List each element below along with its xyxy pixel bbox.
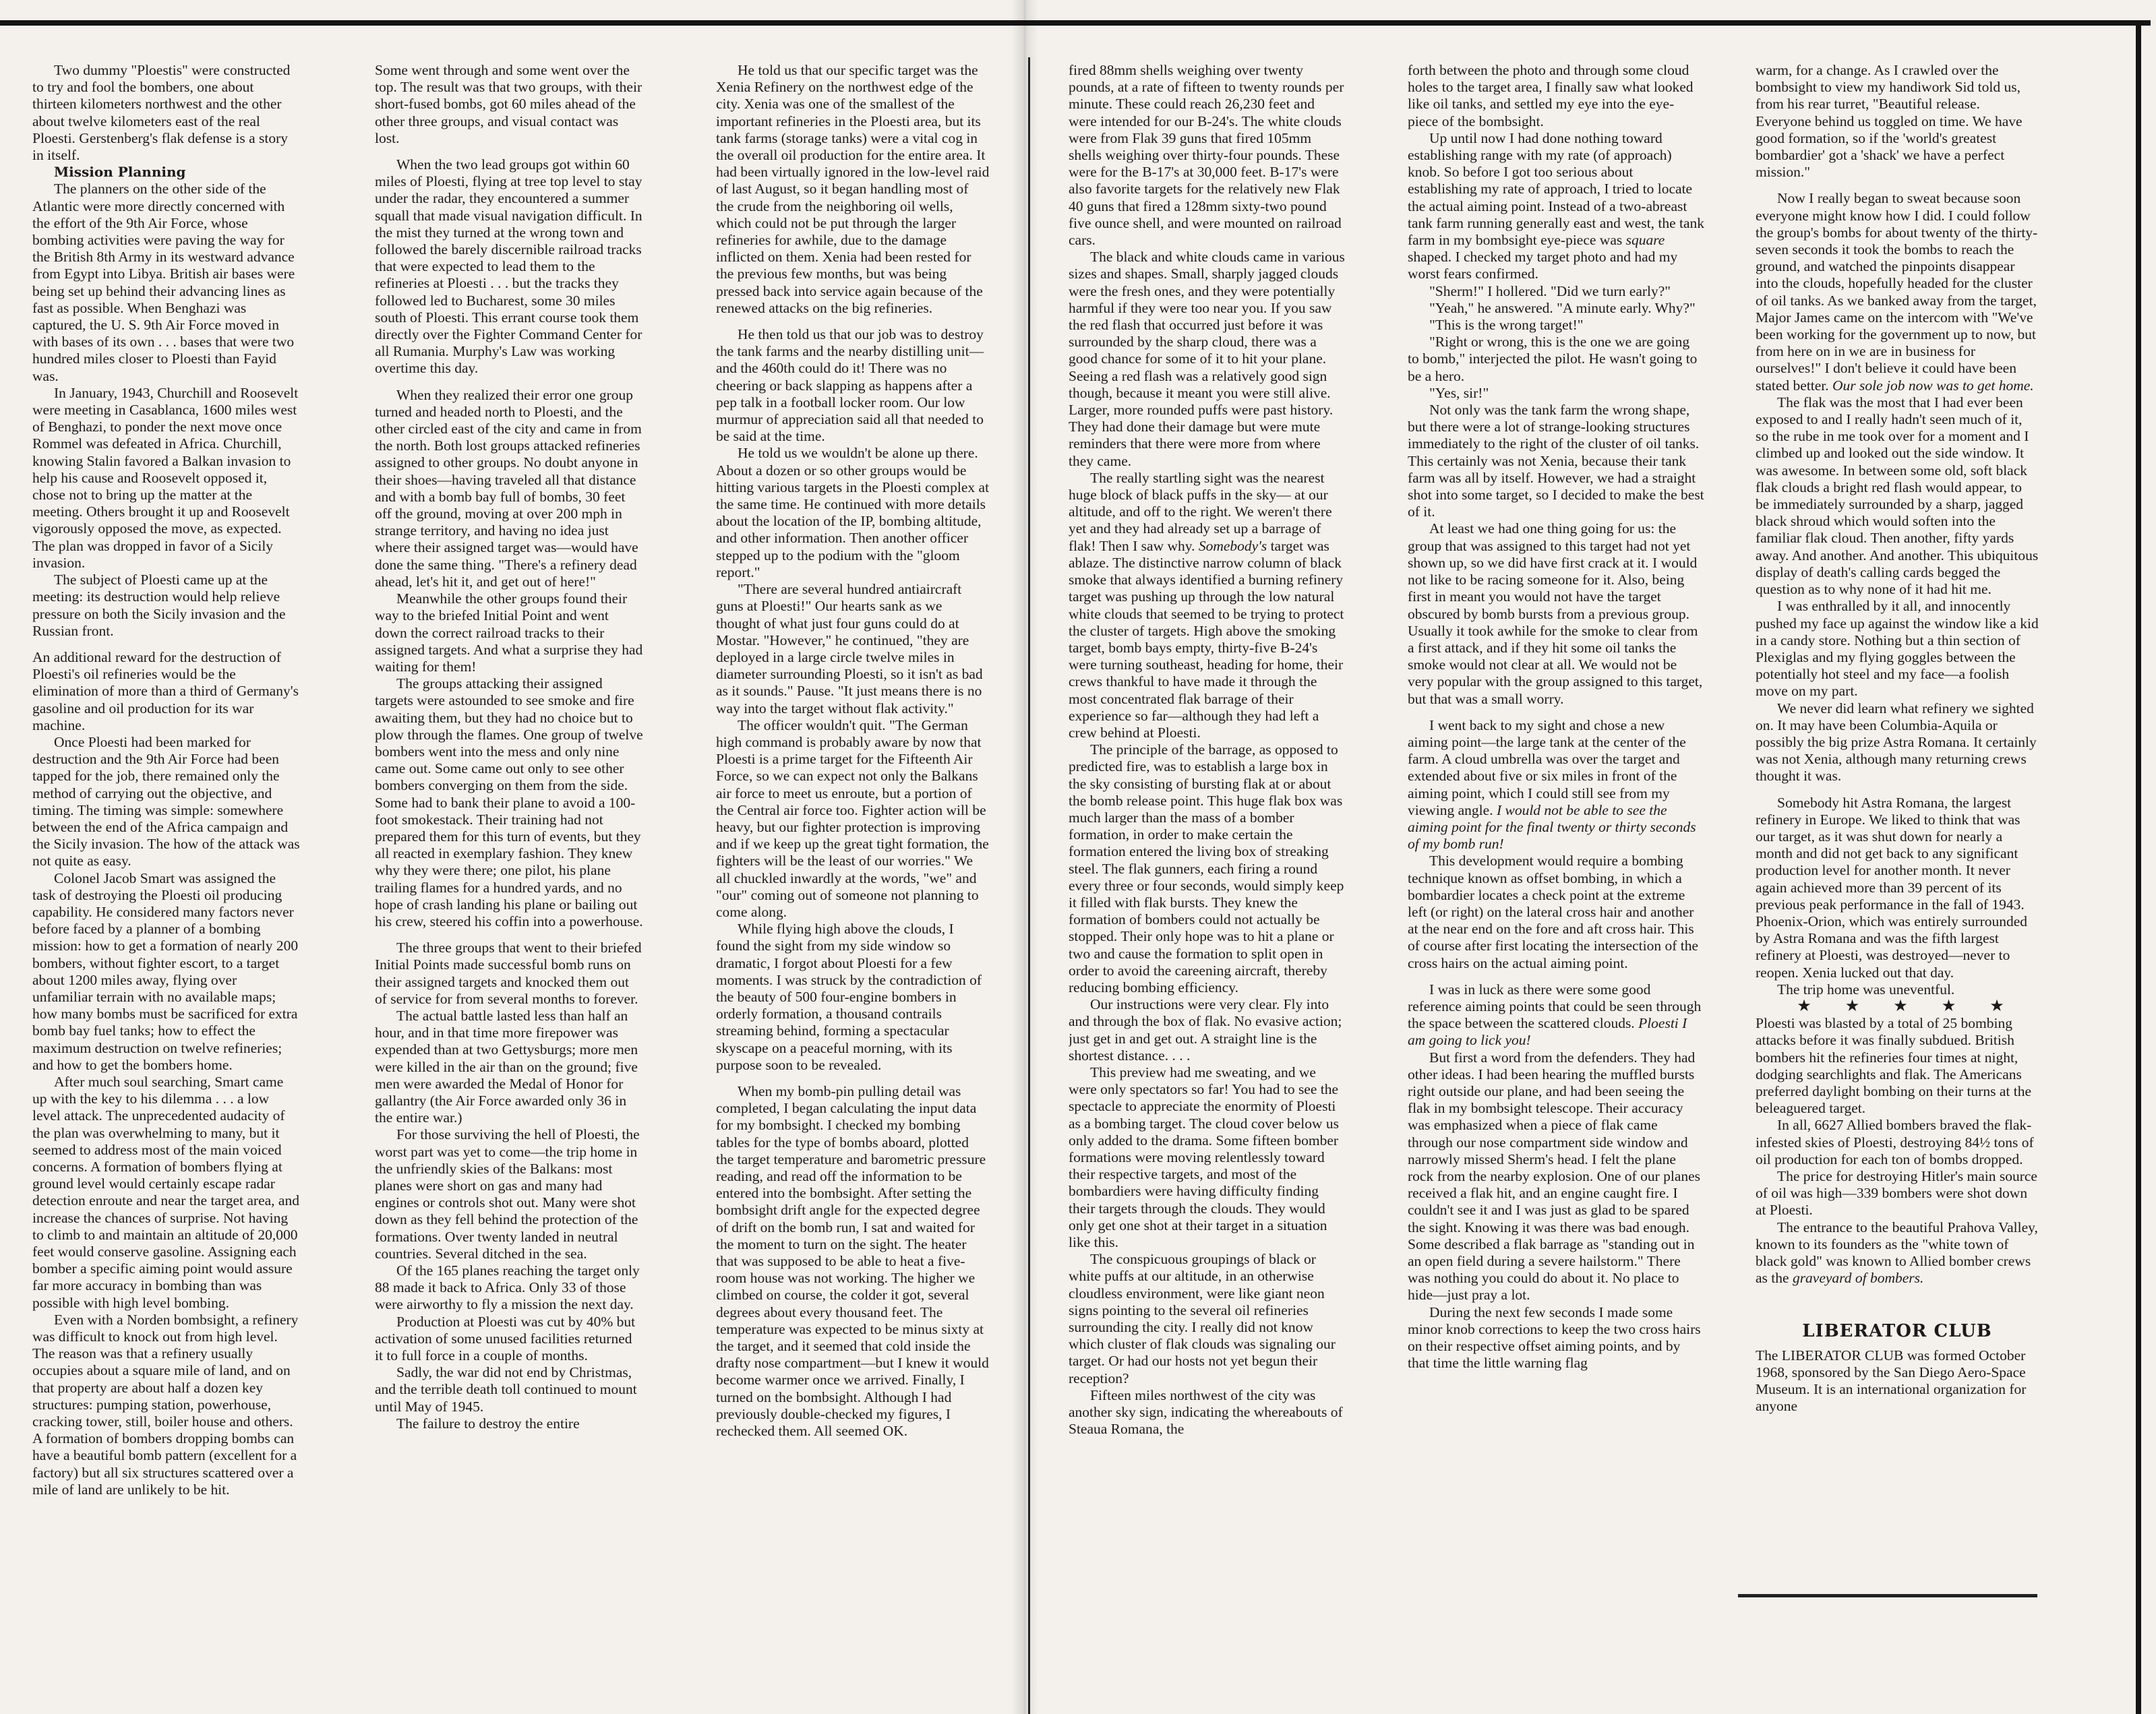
paragraph: I was enthralled by it all, and innocently pushed my face up against the window like a kid in a candy store. Nothing but a thin section of Plexiglas and my flying goggles between the potentially hot steel and my face—a foolish move on my part. xyxy=(1756,598,2039,700)
paragraph: fired 88mm shells weighing over twenty pounds, at a rate of fifteen to twenty rounds per minute. These could reach 26,230 feet and were intended for our B-24's. The white clouds were from Flak 39 guns that fired 105mm shells weighing over thirty-four pounds. These were for the B-17's at 30,000 feet. B-17's were also favorite targets for the relatively new Flak 40 guns that fired a 128mm sixty-two pound five ounce shell, and were mounted on railroad cars. xyxy=(1069,62,1344,249)
column-2 xyxy=(375,62,643,1714)
italic-text-run: I would not be able to see the aiming point for the final twenty or thirty seconds of my bomb run! xyxy=(1408,801,1696,853)
paragraph: The trip home was uneventful. xyxy=(1777,981,1955,998)
paragraph: The failure to destroy the entire xyxy=(396,1415,580,1432)
text-run: shaped. I checked my target photo and had my worst fears confirmed. xyxy=(1408,249,1678,282)
paragraph: The actual battle lasted less than half an hour, and in that time more firepower was expended than at two Gettysburgs; more men were killed in the air than on the ground; five men were awarded the Medal of Honor for gallantry (the Air Force awarded only 36 in the entire war.) xyxy=(375,1007,638,1126)
paragraph: "Yes, sir!" xyxy=(1429,384,1489,401)
column-4 xyxy=(1069,62,1345,1714)
paragraph: Of the 165 planes reaching the target only 88 made it back to Africa. Only 33 of those were airworthy to fly a mission the next day. xyxy=(375,1262,640,1313)
paragraph: This development would require a bombing technique known as offset bombing, in which a bombardier locates a check point at the extreme left (or right) on the lateral cross hair and another at the near end on the fore and aft cross hair. This of course after first locating the intersection of the cross hairs on the actual aiming point. xyxy=(1408,853,1699,971)
paragraph xyxy=(1408,717,1704,853)
paragraph: The flak was the most that I had ever been exposed to and I really hadn't seen much of it, so the rube in me took over for a moment and I climbed up and looked out the side window. It was awesome. In between some old, soft black flak clouds a bright red flash would appear, to be immediately surrounded by a sharp, jagged black shroud which would soften into the familiar flak cloud. Then another, fifty yards away. And another. And another. This ubiquitous display of death's calling cards begged the question as to why none of it had hit me. xyxy=(1756,394,2039,598)
liberator-club-heading: LIBERATOR CLUB xyxy=(1802,1321,1992,1342)
column-3 xyxy=(716,62,990,1714)
paragraph: This preview had me sweating, and we were only spectators so far! You had to see the spectacle to appreciate the enormity of Ploesti as a bombing target. The cloud cover below us only added to the drama. Some fifteen bomber formations were moving relentlessly toward their respective targets, and most of the bombardiers were having difficulty finding their targets through the clouds. They would only get one shot at their target in a situation like this. xyxy=(1069,1064,1340,1251)
star-divider: ★ ★ ★ ★ ★ xyxy=(1797,997,2019,1015)
paragraph: The principle of the barrage, as opposed to predicted fire, was to establish a large box in the sky consisting of bursting flak at or about the bomb release point. This huge flak box was much larger than the mass of a bomber formation, in order to make certain the formation entered the living box of streaking steel. The flak gunners, each firing a round every three or four seconds, would simply keep it filled with flak bursts. They knew the formation of bombers could not actually be stopped. Their only hope was to hit a plane or two and cause the formation to split open in order to avoid the careening aircraft, thereby reducing bombing efficiency. xyxy=(1069,741,1344,996)
paragraph: Not only was the tank farm the wrong shape, but there were a lot of strange-looking structures immediately to the right of the cluster of oil tanks. This certainly was not Xenia, because their tank farm was all by itself. However, we had a straight shot into some target, so I decided to make the best of it. xyxy=(1408,402,1704,520)
italic-text-run: graveyard of bombers. xyxy=(1792,1270,1924,1287)
paragraph: Once Ploesti had been marked for destruction and the 9th Air Force had been tapped for the job, there remained only the method of carrying out the objective, and timing. The timing was simple: somewhere between the end of the Africa campaign and the Sicily invasion. The how of the attack was not quite as easy. xyxy=(32,733,300,869)
italic-text-run: Somebody's xyxy=(1198,537,1267,554)
paragraph: The officer wouldn't quit. "The German high command is probably aware by now that Ploesti is a prime target for the Fifteenth Air Force, so we can expect not only the Balkans air force to meet us enroute, but a portion of the Central air force too. Fighter action will be heavy, but our fighter protection is improving and if we keep up the great tight formation, the fighters will be the least of our worries." We all chuckled inwardly at the words, "we" and "our" coming out of someone not planning to come along. xyxy=(716,716,989,920)
paragraph: Sadly, the war did not end by Christmas, and the terrible death toll continued to mount until May of 1945. xyxy=(375,1364,637,1415)
italic-text-run: square xyxy=(1625,232,1665,249)
paragraph xyxy=(1408,981,1704,1049)
paragraph: After much soul searching, Smart came up with the key to his dilemma . . . a low level attack. The unprecedented audacity of the plan was overwhelming to many, but it seemed to address most of the main voiced concerns. A formation of bombers flying at ground level would certainly escape radar detection enroute and near the target area, and increase the chances of surprise. Not having to climb to and maintain an altitude of 20,000 feet would conserve gasoline. Assigning each bomber a specific aiming point would assure far more accuracy in bombing than was possible with high level bombing. xyxy=(32,1073,299,1311)
paragraph: The LIBERATOR CLUB was formed October 1968, sponsored by the San Diego Aero-Space Museum. It is an international organization for anyone xyxy=(1756,1347,2027,1415)
text-run: I went back to my sight and chose a new aiming point—the large tank at the center of the farm. A cloud umbrella was over the target and extended about five or six miles in front of the aiming point, which I could still see from my viewing angle. xyxy=(1408,716,1686,818)
paragraph: The black and white clouds came in various sizes and shapes. Small, sharply jagged clouds were the fresh ones, and they were potentially harmful if they were too near you. If you saw the red flash that occurred just before it was surrounded by the sharp cloud, there was a good chance for some of it to hit your plane. Seeing a red flash was a relatively good sign though, because it meant you were still alive. Larger, more rounded puffs were past history. They had done their damage but were mute reminders that there were more from where they came. xyxy=(1069,249,1345,469)
paragraph: When the two lead groups got within 60 miles of Ploesti, flying at tree top level to stay under the radar, they encountered a summer squall that made visual navigation difficult. In the mist they turned at the wrong town and followed the barely discernible railroad tracks that were expected to lead them to the refineries at Ploesti . . . but the tracks they followed led to Bucharest, some 30 miles south of Ploesti. This errant course took them directly over the Fighter Command Center for all Rumania. Murphy's Law was working overtime this day. xyxy=(375,156,642,377)
paragraph: forth between the photo and through some cloud holes to the target area, I finally saw what looked like oil tanks, and settled my eye into the eye-piece of the bombsight. xyxy=(1408,62,1694,129)
paragraph: In all, 6627 Allied bombers braved the flak-infested skies of Ploesti, destroying 84½ tons of oil production for each ton of bombs dropped. xyxy=(1756,1117,2034,1167)
paragraph: We never did learn what refinery we sighted on. It may have been Columbia-Aquila or possibly the big prize Astra Romana. It certainly was not Xenia, although many returning crews thought it was. xyxy=(1756,700,2037,785)
text-run: The really startling sight was the nearest huge block of black puffs in the sky— at our altitude, and off to the right. We weren't there yet and they had already set up a barrage of flak! Then I saw why. xyxy=(1069,469,1332,554)
paragraph: Fifteen miles northwest of the city was another sky sign, indicating the whereabouts of Steaua Romana, the xyxy=(1069,1386,1343,1438)
paragraph: Our instructions were very clear. Fly into and through the box of flak. No evasive action; just get in and get out. A straight line is the shortest distance. . . . xyxy=(1069,996,1342,1064)
text-run: target was ablaze. The distinctive narrow column of black smoke that always identified a burning refinery target was pushing up through the low natural white clouds that seemed to be trying to protect the cluster of targets. High above the smoking target, bomb bays empty, thirty-five B-24's were turning southeast, heading for home, their crews thankful to have made it through the most concentrated flak barrage of their experience so far—although they had left a crew behind at Ploesti. xyxy=(1069,537,1344,741)
paragraph: Ploesti was blasted by a total of 25 bombing attacks before it was finally subdued. British bombers hit the refineries four times at night, dodging searchlights and flak. The Americans preferred daylight bombing on their turns at the beleaguered target. xyxy=(1756,1015,2031,1117)
text-run: I was in luck as there were some good reference aiming points that could be seen through the space between the scattered clouds. xyxy=(1408,981,1702,1032)
paragraph: The price for destroying Hitler's main source of oil was high—339 bombers were shot down at Ploesti. xyxy=(1756,1168,2037,1219)
column-divider xyxy=(1028,57,1030,1714)
italic-text-run: Ploesti I am going to lick you! xyxy=(1408,1015,1687,1049)
paragraph: For those surviving the hell of Ploesti, the worst part was yet to come—the trip home in the unfriendly skies of the Balkans: most planes were short on gas and many had engines or controls shot out. Many were shot down as they fell behind the protection of the formations. Over twenty landed in neutral countries. Several ditched in the sea. xyxy=(375,1126,640,1262)
paragraph: Two dummy "Ploestis" were constructed to try and fool the bombers, one about thirteen kilometers northwest and the other about twelve kilometers east of the real Ploesti. Gerstenberg's flak defense is a story in itself. xyxy=(32,62,291,164)
paragraph: He told us that our specific target was the Xenia Refinery on the northwest edge of the city. Xenia was one of the smallest of the important refineries in the Ploesti area, but its tank farms (storage tanks) were a vital cog in the overall oil production for the entire area. It had been virtually ignored in the low-level raid of last August, so it began handling most of the crude from the neighboring oil wells, which could not be put through the larger refineries for awhile, due to the damage inflicted on them. Xenia had been rested for the previous few months, but was being pressed back into service again because of the renewed attacks on the big refineries. xyxy=(716,62,990,316)
paragraph: "Yeah," he answered. "A minute early. Why?" xyxy=(1429,299,1696,316)
paragraph xyxy=(1069,470,1345,741)
paragraph: He told us we wouldn't be alone up there. About a dozen or so other groups would be hitting various targets in the Ploesti complex at the same time. He continued with more details about the location of the IP, bombing altitude, and other information. Then another officer stepped up to the podium with the "gloom report." xyxy=(716,445,990,580)
sidebar-border xyxy=(2136,20,2141,1714)
text-run: The entrance to the beautiful Prahova Valley, known to its founders as the "white town of black gold" was known to Allied bomber crews as the xyxy=(1756,1219,2038,1287)
text-run: Now I really began to sweat because soon everyone might know how I did. I could follow the group's bombs for about twenty of the thirty-seven seconds it took the bombs to reach the ground, and watched the pinpoints disappear into the clouds, hopefully headed for the cluster of oil tanks. As we banked away from the target, Major James came on the intercom with "We've been working for the government up to now, but from here on in we are in business for ourselves!" I don't believe it could have been stated better. xyxy=(1756,190,2038,394)
paragraph xyxy=(1756,1219,2039,1287)
italic-text-run: Our sole job now was to get home. xyxy=(1832,377,2034,394)
paragraph: "Sherm!" I hollered. "Did we turn early?" xyxy=(1429,282,1671,299)
paragraph: At least we had one thing going for us: the group that was assigned to this target had not yet shown up, so we did have first crack at it. I would not like to be racing someone for it. Also, being first in meant you would not have the target obscured by bomb bursts from a previous group. Usually it took awhile for the smoke to clear from a first attack, and if they hit some oil tanks the smoke would not clear at all. We would not be very popular with the group assigned to this target, but that was a small worry. xyxy=(1408,520,1703,707)
paragraph: Some went through and some went over the top. The result was that two groups, with their short-fused bombs, got 60 miles ahead of the other three groups, and visual contact was lost. xyxy=(375,62,642,146)
paragraph: He then told us that our job was to destroy the tank farms and the nearby distilling unit—and the 460th could do it! There was no cheering or back slapping as happens after a pep talk in a football locker room. Our low murmur of appreciation said all that needed to be said at the time. xyxy=(716,326,984,445)
paragraph: Somebody hit Astra Romana, the largest refinery in Europe. We liked to think that was our target, as it was shut down for nearly a month and did not get back to any significant production level for another month. It never again achieved more than 39 percent of its previous peak performance in the fall of 1943. Phoenix-Orion, which was entirely surrounded by Astra Romana and was the fifth largest refinery at Ploesti, was destroyed—never to reopen. Xenia lucked out that day. xyxy=(1756,794,2028,981)
paragraph: Production at Ploesti was cut by 40% but activation of some unused facilities returned it to full force in a couple of months. xyxy=(375,1313,636,1364)
top-rule xyxy=(0,20,2151,26)
column-6-sidebar xyxy=(1756,62,2039,1714)
paragraph: warm, for a change. As I crawled over the bombsight to view my handiwork Sid told us, from his rear turret, "Beautiful release. Everyone behind us toggled on time. We have good formation, so if the 'world's greatest bombardier' got a 'shack' we have a perfect mission." xyxy=(1756,62,2023,181)
paragraph: In January, 1943, Churchill and Roosevelt were meeting in Casablanca, 1600 miles west of Benghazi, to ponder the next move once Rommel was defeated in Africa. Churchill, knowing Stalin favored a Balkan invasion to help his cause and Roosevelt opposed it, chose not to bring up the matter at the meeting. Others brought it up and Roosevelt vigorously opposed the move, as expected. The plan was dropped in favor of a Sicily invasion. xyxy=(32,384,299,571)
paragraph: "Right or wrong, this is the one we are going to bomb," interjected the pilot. He wasn't going to be a hero. xyxy=(1408,334,1698,384)
paragraph: During the next few seconds I made some minor knob corrections to keep the two cross hairs on their respective offset aiming points, and by that time the little warning flag xyxy=(1408,1304,1701,1372)
spacer xyxy=(1756,1287,2039,1314)
paragraph: The subject of Ploesti came up at the meeting: its destruction would help relieve pressure on both the Sicily invasion and the Russian front. xyxy=(32,572,286,639)
paragraph xyxy=(1756,190,2039,394)
page-gutter xyxy=(1011,0,1038,1714)
section-subhead: Mission Planning xyxy=(54,164,186,181)
paragraph xyxy=(1408,130,1704,283)
paragraph: When my bomb-pin pulling detail was completed, I began calculating the input data for my bombsight. I checked my bombing tables for the type of bombs aboard, plotted the target temperature and barometric pressure reading, and read off the information to be entered into the bombsight. After setting the bombsight drift angle for the expected degree of drift on the bomb run, I sat and waited for the moment to turn on the sight. The heater that was supposed to be able to heat a five-room house was not working. The higher we climbed on course, the colder it got, several degrees about every thousand feet. The temperature was expected to be minus sixty at the target, and it seemed that cold inside the drafty nose compartment—but I knew it would become warmer once we arrived. Finally, I turned on the bombsight. Although I had previously double-checked my figures, I rechecked them. All seemed OK. xyxy=(716,1082,989,1440)
column-1 xyxy=(32,62,301,1714)
paragraph: An additional reward for the destruction of Ploesti's oil refineries would be the elimination of more than a third of Germany's gasoline and oil production for its war machine. xyxy=(32,648,299,733)
paragraph: Even with a Norden bombsight, a refinery was difficult to knock out from high level. The reason was that a refinery usually occupies about a square mile of land, and on that property are about half a dozen key structures: pumping station, powerhouse, cracking tower, still, boiler house and others. A formation of bombers dropping bombs can have a beautiful bomb pattern (excellent for a factory) but all six structures scattered over a mile of land are unlikely to be hit. xyxy=(32,1311,299,1498)
text-run: Up until now I had done nothing toward establishing range with my rate (of approach) knob. So before I got too serious about establishing my rate of approach, I tried to locate the actual aiming point. Instead of a two-abreast tank farm running generally east and west, the tank farm in my bombsight eye-piece was xyxy=(1408,129,1704,249)
paragraph: But first a word from the defenders. They had other ideas. I had been hearing the muffled bursts right outside our plane, and had been seeing the flak in my bombsight telescope. Their accuracy was emphasized when a piece of flak came through our nose compartment side window and narrowly missed Sherm's head. I felt the plane rock from the nearby explosion. One of our planes received a flak hit, and an engine caught fire. I couldn't see it and I was just as glad to be spared the sight. Knowing it was there was bad enough. Some described a flak barrage as "standing out in an open field during a severe hailstorm." There was nothing you could do about it. No place to hide—just pray a lot. xyxy=(1408,1049,1701,1304)
paragraph: While flying high above the clouds, I found the sight from my side window so dramatic, I forgot about Ploesti for a few moments. I was struck by the contradiction of the beauty of 500 four-engine bombers in orderly formation, a thousand contrails streaming behind, forming a spectacular skyscape on a peaceful morning, with its purpose soon to be revealed. xyxy=(716,921,982,1073)
paragraph: "This is the wrong target!" xyxy=(1429,317,1584,334)
paragraph: When they realized their error one group turned and headed north to Ploesti, and the other circled east of the city and came in from the north. Both lost groups attacked refineries assigned to other groups. No doubt anyone in their shoes—having traveled all that distance and with a bomb bay full of bombs, 30 feet off the ground, moving at over 200 mph in strange territory, and having no idea just where their assigned target was—would have done the same thing. "There's a refinery dead ahead, let's hit it, and get out of here!" xyxy=(375,386,642,590)
paragraph: The groups attacking their assigned targets were astounded to see smoke and fire awaiting them, but they had no choice but to plow through the flames. One group of twelve bombers went into the mess and only nine came out. Some came out only to see other bombers converging on them from the side. Some had to bank their plane to avoid a 100-foot smokestack. Their training had not prepared them for this turn of events, but they all reacted in exemplary fashion. They knew why they were there; one pilot, his plane trailing flames for a hundred yards, and no hope of crash landing his plane or bailing out his crew, steered his coffin into a powerhouse. xyxy=(375,675,643,929)
paragraph: The planners on the other side of the Atlantic were more directly concerned with the effort of the 9th Air Force, whose bombing activities were paving the way for the British 8th Army in its westward advance from Egypt into Libya. British air bases were being set up behind their advancing lines as fast as possible. When Benghazi was captured, the U. S. 9th Air Force moved in with bases of its own . . . bases that were two hundred miles closer to Ploesti than Fayid was. xyxy=(32,181,295,384)
paragraph: "There are several hundred antiaircraft guns at Ploesti!" Our hearts sank as we thought of what just four guns could do at Mostar. "However," he continued, "they are deployed in a large circle twelve miles in diameter surrounding Ploesti, so it isn't as bad as it sounds." Pause. "It just means there is no way into the target without flak activity." xyxy=(716,581,983,716)
paragraph: Meanwhile the other groups found their way to the briefed Initial Point and went down the correct railroad tracks to their assigned targets. And what a surprise they had waiting for them! xyxy=(375,590,643,675)
paragraph: The conspicuous groupings of black or white puffs at our altitude, in an otherwise cloudless environment, were like giant neon signs pointing to the several oil refineries surrounding the city. I really did not know which cluster of flak clouds was signaling our target. Or had our hosts not yet begun their reception? xyxy=(1069,1251,1336,1386)
paragraph: The three groups that went to their briefed Initial Points made successful bomb runs on their assigned targets and knocked them out of service for from several months to forever. xyxy=(375,940,642,1007)
paragraph: Colonel Jacob Smart was assigned the task of destroying the Ploesti oil producing capability. He considered many factors never before faced by a planner of a bombing mission: how to get a formation of nearly 200 bombers, without fighter escort, to a target about 1200 miles away, flying over unfamiliar terrain with no available maps; how many bombs must be sacrificed for extra bomb bay fuel tanks; how to effect the maximum destruction on twelve refineries; and how to get the bombers home. xyxy=(32,869,299,1073)
column-5 xyxy=(1408,62,1704,1714)
